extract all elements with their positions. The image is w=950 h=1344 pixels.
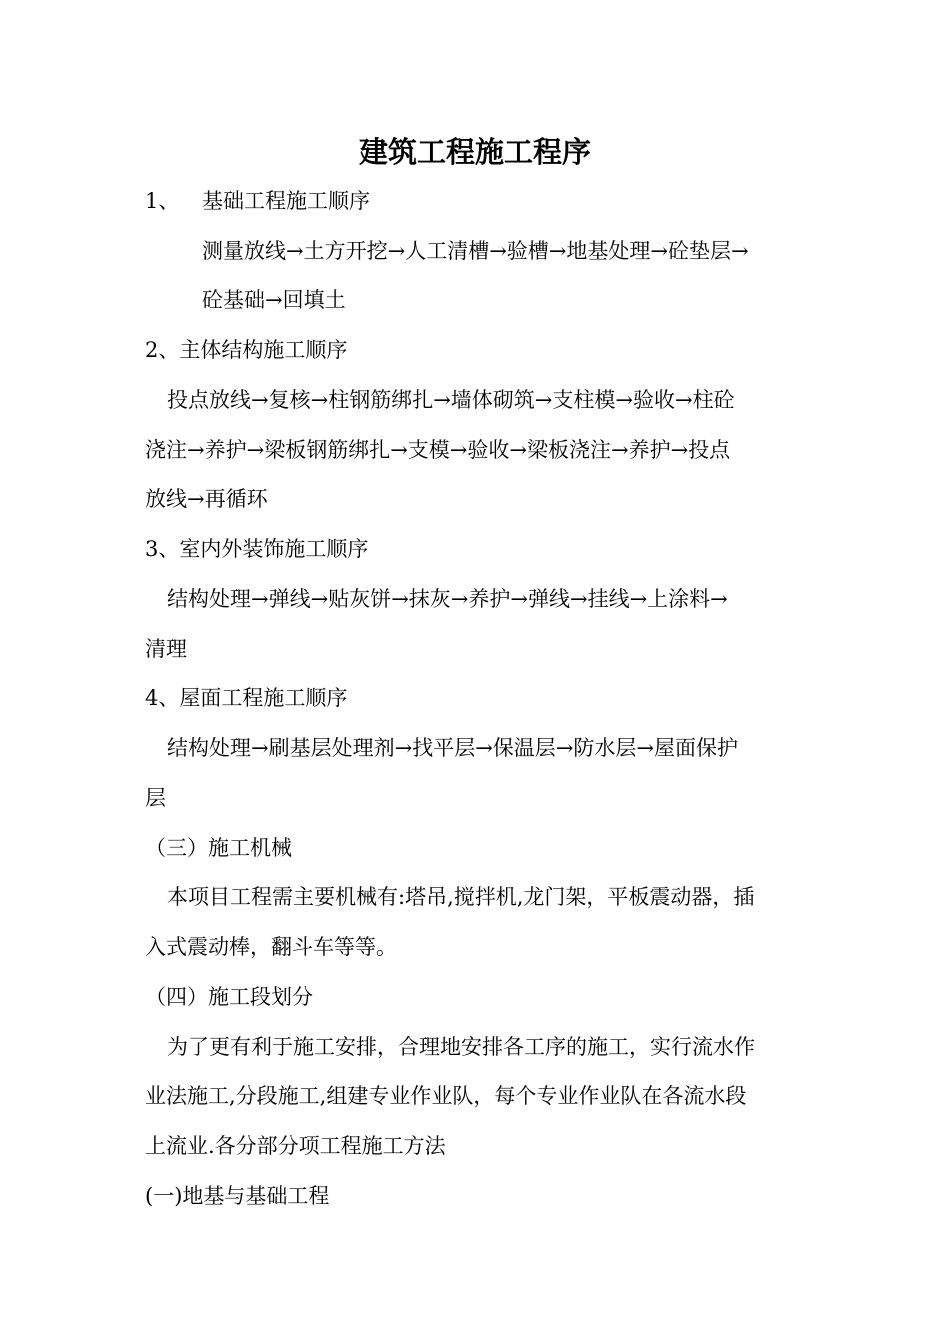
section-4-line-2: 层 <box>145 786 166 810</box>
segment-line-1: 为了更有利于施工安排，合理地安排各工序的施工，实行流水作 <box>167 1035 755 1059</box>
section-2-line-1: 投点放线→复核→柱钢筋绑扎→墙体砌筑→支柱模→验收→柱砼 <box>167 388 735 412</box>
segment-line-3: 上流业.各分部分项工程施工方法 <box>145 1134 446 1158</box>
section-1-line-2: 砼基础→回填土 <box>202 288 346 312</box>
section-1-line-1: 测量放线→土方开挖→人工清槽→验槽→地基处理→砼垫层→ <box>202 239 749 263</box>
document-title: 建筑工程施工程序 <box>358 135 591 169</box>
foundation-heading: (一)地基与基础工程 <box>145 1184 330 1208</box>
section-4-heading: 4、屋面工程施工顺序 <box>145 686 348 710</box>
segment-heading: （四）施工段划分 <box>145 985 313 1009</box>
section-1-heading: 基础工程施工顺序 <box>202 189 370 213</box>
section-2-line-2: 浇注→养护→梁板钢筋绑扎→支模→验收→梁板浇注→养护→投点 <box>145 438 731 462</box>
section-4-line-1: 结构处理→刷基层处理剂→找平层→保温层→防水层→屋面保护 <box>167 736 738 760</box>
segment-line-2: 业法施工,分段施工,组建专业作业队，每个专业作业队在各流水段 <box>145 1084 747 1108</box>
machinery-line-2: 入式震动棒，翻斗车等等。 <box>145 935 397 959</box>
section-1-number: 1、 <box>145 189 180 213</box>
machinery-line-1: 本项目工程需主要机械有:塔吊,搅拌机,龙门架，平板震动器，插 <box>167 885 755 909</box>
section-2-line-3: 放线→再循环 <box>145 487 268 511</box>
section-3-heading: 3、室内外装饰施工顺序 <box>145 537 369 561</box>
section-3-line-2: 清理 <box>145 637 187 661</box>
section-3-line-1: 结构处理→弹线→贴灰饼→抹灰→养护→弹线→挂线→上涂料→ <box>167 587 728 611</box>
section-2-heading: 2、主体结构施工顺序 <box>145 338 348 362</box>
machinery-heading: （三）施工机械 <box>145 836 292 860</box>
